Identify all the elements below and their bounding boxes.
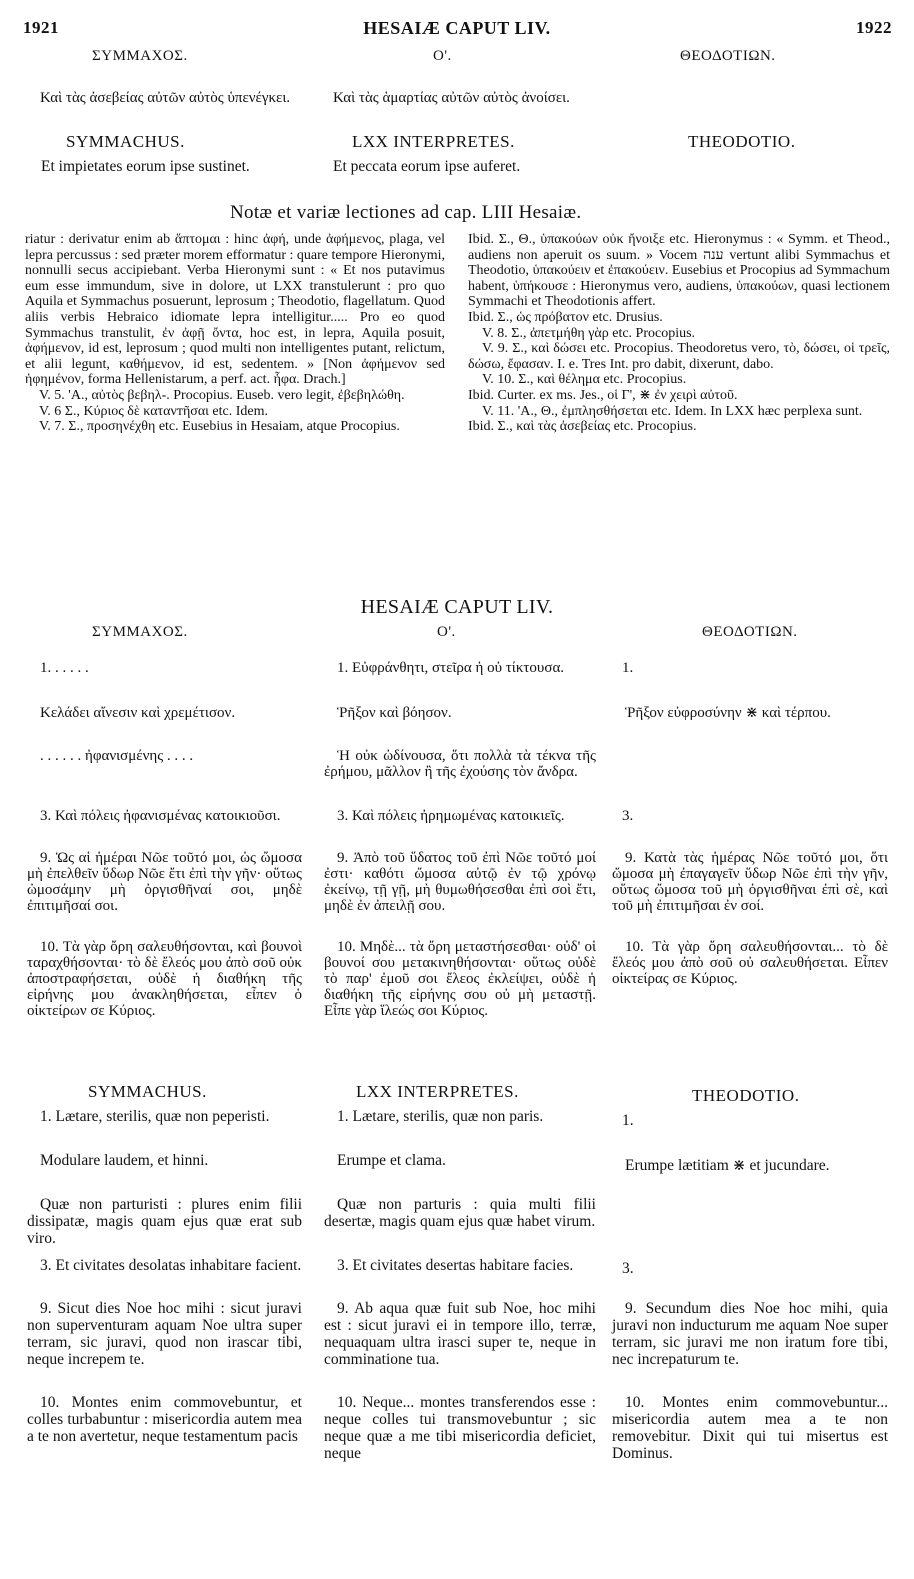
- latin-lxx-verse-9: 9. Ab aqua quæ fuit sub Noe, hoc mihi est : sicut juravi ei in tempore illo, terræ, nequaquam ultra irasci super te, neque in comminatione tua.: [324, 1300, 596, 1368]
- chapter-greek-header-symmachus: ΣΥΜΜΑΧΟΣ.: [92, 624, 188, 640]
- greek-lxx-verse-1: 1. Εὐφράνθητι, στεῖρα ἡ οὐ τίκτουσα.: [337, 660, 565, 676]
- greek-theo-verse-10: 10. Τὰ γὰρ ὄρη σαλευθήσονται... τὸ δὲ ἔλεός μου ἀπὸ σοῦ οὐ σαλευθήσεται. Εἶπεν οἰκτείρας σε Κύριος.: [612, 939, 888, 987]
- latin-theo-verse-9: 9. Secundum dies Noe hoc mihi, quia juravi non inducturum me aquam Noe super terram, sic juravi me non iratum fore tibi, nec increpaturum te.: [612, 1300, 888, 1368]
- greek-theo-verse-9: 9. Κατὰ τὰς ἡμέρας Νῶε τοῦτό μοι, ὅτι ὤμοσα μὴ ἐπαγαγεῖν ὕδωρ Νῶε ἐπὶ τὴν γῆν, οὕτως ὤμοσα τοῦ μὴ ὀργισθῆναι ἐπὶ σὲ, καὶ τοῦ μὴ ἐπιτιμῆσαι ἐν σοί.: [612, 850, 888, 914]
- latin-header-lxx: LXX INTERPRETES.: [352, 132, 515, 151]
- latin-header-symmachus: SYMMACHUS.: [66, 132, 185, 151]
- chapter-greek-header-theodotion: ΘΕΟΔΟΤΙΩΝ.: [702, 624, 798, 640]
- chapter-title: HESAIÆ CAPUT LIV.: [360, 596, 554, 618]
- note-paragraph: V. 11. 'Α., Θ., ἐμπλησθήσεται etc. Idem. In LXX hæc perplexa sunt.: [482, 403, 863, 419]
- note-paragraph: Ibid. Curter. ex ms. Jes., οἱ Γ', ⋇ ἐν χειρὶ αὐτοῦ.: [468, 387, 738, 403]
- chapter-greek-header-lxx: Ο'.: [437, 624, 456, 640]
- greek-lxx-line: Ἡ οὐκ ὠδίνουσα, ὅτι πολλὰ τὰ τέκνα τῆς ἐρήμου, μᾶλλον ἢ τῆς ἐχούσης τὸν ἄνδρα.: [324, 748, 596, 780]
- latin-sym-line: Quæ non parturisti : plures enim filii dissipatæ, magis quam ejus quæ erat sub viro.: [27, 1196, 302, 1247]
- chapter-latin-header-lxx: LXX INTERPRETES.: [356, 1082, 519, 1101]
- greek-lxx-verse-9: 9. Ἀπὸ τοῦ ὕδατος τοῦ ἐπὶ Νῶε τοῦτό μοί ἐστι· καθότι ὤμοσα αὐτῷ ἐν τῷ χρόνῳ ἐκείνῳ, τῇ γῇ, μὴ θυμωθήσεσθαι ἐπὶ σοὶ ἔτι, μηδὲ ἐν ἀπειλῇ σου.: [324, 850, 596, 914]
- note-paragraph: V. 9. Σ., καὶ δώσει etc. Procopius. Theodoretus vero, τὸ, δώσει, οἱ τρεῖς, δώσω, ἔφασαν. I. e. Tres Int. pro dabit, dixerunt, dabo.: [468, 341, 890, 372]
- notes-title: Notæ et variæ lectiones ad cap. LIII Hesaiæ.: [230, 202, 582, 223]
- note-paragraph: V. 5. 'Α., αὐτὸς βεβηλ-. Procopius. Euseb. vero legit, ἐβεβηλώθη.: [39, 387, 405, 403]
- latin-lxx-line: Erumpe et clama.: [337, 1152, 446, 1169]
- latin-header-theodotio: THEODOTIO.: [688, 132, 796, 151]
- latin-sym-line: Modulare laudem, et hinni.: [40, 1152, 209, 1169]
- greek-lxx-verse-3: 3. Καὶ πόλεις ἠρημωμένας κατοικιεῖς.: [337, 808, 565, 824]
- latin-lxx-line: Quæ non parturis : quia multi filii desertæ, magis quam ejus quæ habet virum.: [324, 1196, 596, 1230]
- note-paragraph: V. 8. Σ., ἀπετμήθη γὰρ etc. Procopius.: [482, 325, 696, 341]
- latin-text-symmachus: Et impietates eorum ipse sustinet.: [41, 158, 250, 175]
- greek-header-lxx: Ο'.: [433, 48, 452, 64]
- latin-theo-verse-1: 1.: [622, 1112, 634, 1129]
- running-title: HESAIÆ CAPUT LIV.: [363, 18, 551, 38]
- note-paragraph: riatur : derivatur enim ab ἅπτομαι : hinc ἀφή, unde ἀφήμενος, plaga, vel lepra percussus : sed præter morem efformatur : quare tempore Hieronymi, nonnulli secus accipiebant. Verba Hieronymi sunt : « Et nos putavimus eum esse immundum, sive in dolore, ut LXX transtulerunt : pro quo Aquila et Symmachus posuerunt, leprosum ; Theodotio, flagellatum. Quod aliis verbis Hebraico idiomate lepra intelligitur..... Pro eo quod Symmachus transtulit, ἐν ἀφῇ ὄντα, hoc est, in lepra, Aquila posuit, ἀφήμενον, id est, leprosum ; quod multi non intelligentes putant, relictum, et alii legunt, καθήμενον, id est, sedentem. » [Non ἀφήμενον sed ἡφημένον, forma Hellenistarum, a perf. act. ἧφα. Drach.]: [25, 232, 445, 388]
- greek-theo-line: Ῥῆξον εὐφροσύνην ⋇ καὶ τέρπου.: [625, 705, 831, 721]
- greek-header-theodotion: ΘΕΟΔΟΤΙΩΝ.: [680, 48, 776, 64]
- latin-lxx-verse-3: 3. Et civitates desertas habitare facies.: [337, 1257, 574, 1274]
- greek-text-symmachus: Καὶ τὰς ἀσεβείας αὐτῶν αὐτὸς ὑπενέγκει.: [40, 90, 291, 106]
- note-paragraph: Ibid. Σ., καὶ τὰς ἀσεβείας etc. Procopius.: [468, 419, 697, 435]
- greek-sym-verse-10: 10. Τὰ γὰρ ὄρη σαλευθήσονται, καὶ βουνοὶ ταραχθήσονται· τὸ δὲ ἔλεός μου ἀπὸ σοῦ οὐκ ἀποστραφήσεται, οὐδὲ ἡ διαθήκη τῆς εἰρήνης μου ἀνακληθήσεται, εἶπεν ὁ οἰκτείρων σε Κύριος.: [27, 939, 302, 1019]
- note-paragraph: V. 10. Σ., καὶ θέλημα etc. Procopius.: [482, 372, 687, 388]
- greek-sym-line: Κελάδει αἴνεσιν καὶ χρεμέτισον.: [40, 705, 236, 721]
- notes-right-column: [468, 232, 890, 435]
- note-paragraph: Ibid. Σ., ὡς πρόβατον etc. Drusius.: [468, 309, 663, 325]
- notes-left-column: [25, 232, 445, 435]
- latin-lxx-verse-10: 10. Neque... montes transferendos esse : neque colles tui transmovebuntur ; sic neque quæ a me tibi misericordia deficiet, neque: [324, 1394, 596, 1462]
- latin-theo-line: Erumpe lætitiam ⋇ et jucundare.: [625, 1157, 830, 1174]
- latin-sym-verse-1: 1. Lætare, sterilis, quæ non peperisti.: [40, 1108, 270, 1125]
- greek-theo-verse-3: 3.: [622, 808, 634, 824]
- latin-lxx-verse-1: 1. Lætare, sterilis, quæ non paris.: [337, 1108, 544, 1125]
- greek-sym-line: . . . . . . ἠφανισμένης . . . .: [40, 748, 194, 764]
- note-paragraph: V. 7. Σ., προσηνέχθη etc. Eusebius in Hesaiam, atque Procopius.: [39, 419, 400, 435]
- greek-text-lxx: Καὶ τὰς ἁμαρτίας αὐτῶν αὐτὸς ἀνοίσει.: [333, 90, 570, 106]
- greek-sym-verse-9: 9. Ὡς αἱ ἡμέραι Νῶε τοῦτό μοι, ὡς ὤμοσα μὴ ἐπελθεῖν ὕδωρ Νῶε ἔτι ἐπὶ τὴν γῆν· οὕτως ὠμοσάμην μὴ ὀργισθῆναί σοι, μηδὲ ἐπιτιμῆσαί σοι.: [27, 850, 302, 914]
- note-paragraph: V. 6 Σ., Κύριος δὲ κατανтῆσαι etc. Idem.: [39, 403, 268, 419]
- left-page-number: 1921: [23, 18, 59, 37]
- greek-lxx-verse-10: 10. Μηδὲ... τὰ ὄρη μεταστήσεσθαι· οὐδ' οἱ βουνοί σου μετακινηθήσονται· οὕτως οὐδὲ τὸ παρ' ἐμοῦ σοι ἔλεος ἐκλείψει, οὐδὲ ἡ διαθήκη τῆς εἰρήνης σου οὐ μὴ μεταστῇ. Εἶπε γὰρ ἵλεώς σοι Κύριος.: [324, 939, 596, 1019]
- right-page-number: 1922: [856, 18, 892, 37]
- greek-header-symmachus: ΣΥΜΜΑΧΟΣ.: [92, 48, 188, 64]
- greek-lxx-line: Ῥῆξον καὶ βόησον.: [337, 705, 452, 721]
- note-paragraph: Ibid. Σ., Θ., ὑπακούων οὐκ ἤνοιξε etc. Hieronymus : « Symm. et Theod., audiens non aperuit os suum. » Vocem ענה vertunt alibi Symmachus et Theodotio, ὑπακούειν et ἐπακούειν. Eusebius et Procopius ad Symmachum habent, ὑπήκουσε : Hieronymus vero, audiens, ὑπακούων, quasi lectionem Symmachi et Theodotionis affert.: [468, 232, 890, 310]
- chapter-latin-header-theodotio: THEODOTIO.: [692, 1086, 800, 1105]
- greek-theo-verse-1: 1.: [622, 660, 634, 676]
- greek-sym-verse-1: 1. . . . . .: [40, 660, 89, 676]
- latin-sym-verse-10: 10. Montes enim commovebuntur, et colles turbabuntur : misericordia autem mea a te non avertetur, neque testamentum pacis: [27, 1394, 302, 1445]
- latin-theo-verse-10: 10. Montes enim commovebuntur... misericordia autem mea a te non removebitur. Dixit qui tui misertus est Dominus.: [612, 1394, 888, 1462]
- latin-sym-verse-9: 9. Sicut dies Noe hoc mihi : sicut juravi non superventuram aquam Noe ultra super terram, sic juravi, quod non irascar tibi, neque increpem te.: [27, 1300, 302, 1368]
- latin-theo-verse-3: 3.: [622, 1260, 634, 1277]
- greek-sym-verse-3: 3. Καὶ πόλεις ἠφανισμένας κατοικιοῦσι.: [40, 808, 281, 824]
- chapter-latin-header-symmachus: SYMMACHUS.: [88, 1082, 207, 1101]
- latin-text-lxx: Et peccata eorum ipse auferet.: [333, 158, 521, 175]
- latin-sym-verse-3: 3. Et civitates desolatas inhabitare facient.: [40, 1257, 302, 1274]
